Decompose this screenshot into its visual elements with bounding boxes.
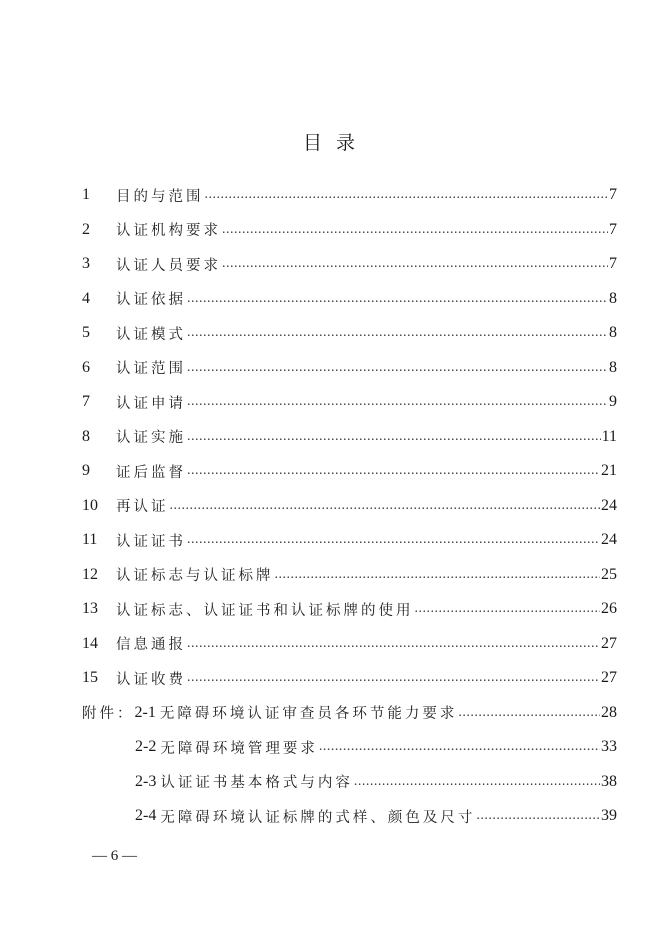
toc-entry-number: 5 (82, 324, 90, 342)
toc-entry[interactable] (82, 213, 617, 248)
toc-entry-label: 再认证 (116, 499, 169, 516)
toc-entry-label: 证后监督 (116, 464, 186, 481)
toc-entry-number: 3 (82, 255, 90, 273)
dot-leader (476, 808, 600, 824)
appendix-code: 2-3 (135, 772, 157, 790)
toc-entry[interactable] (82, 592, 617, 627)
toc-entry-page: 24 (601, 496, 617, 514)
appendix-entry[interactable] (82, 799, 617, 834)
dot-leader (170, 498, 601, 514)
toc-entry-page: 25 (601, 565, 617, 583)
toc-entry-label: 认证标志与认证标牌 (116, 568, 274, 585)
toc-entry-page: 27 (601, 669, 617, 687)
toc-entry[interactable] (82, 282, 617, 317)
toc-entry-label: 认证标志、认证证书和认证标牌的使用 (116, 602, 414, 619)
appendix-label: 无障碍环境管理要求 (160, 740, 318, 757)
toc-entry[interactable] (82, 454, 617, 489)
appendix-prefix: 附件： (82, 706, 135, 723)
appendix-page: 28 (601, 703, 617, 721)
toc-entry-label: 认证机构要求 (116, 223, 221, 240)
appendix-entry[interactable] (82, 696, 617, 731)
dot-leader (187, 532, 600, 548)
dot-leader (205, 187, 609, 203)
dot-leader (354, 774, 600, 790)
toc-entry-number: 15 (82, 669, 98, 687)
dot-leader (458, 705, 600, 721)
toc-entry[interactable] (82, 627, 617, 662)
toc-entry[interactable] (82, 558, 617, 593)
toc-entry-label: 认证模式 (116, 326, 186, 343)
page-number: — 6 — (92, 848, 137, 864)
toc-entry-number: 1 (82, 186, 90, 204)
toc-entry[interactable] (82, 385, 617, 420)
table-of-contents (82, 178, 617, 834)
dot-leader (319, 739, 600, 755)
toc-entry-number: 8 (82, 427, 90, 445)
dot-leader (222, 222, 608, 238)
toc-entry-page: 8 (609, 358, 617, 376)
toc-entry-number: 10 (82, 496, 98, 514)
dot-leader (187, 670, 600, 686)
toc-entry-label: 认证人员要求 (116, 257, 221, 274)
dot-leader (187, 463, 600, 479)
dot-leader (187, 394, 608, 410)
appendix-page: 39 (601, 807, 617, 825)
dot-leader (187, 429, 601, 445)
toc-entry-page: 21 (601, 462, 617, 480)
toc-entry-number: 4 (82, 289, 90, 307)
appendix-label: 无障碍环境认证标牌的式样、颜色及尺寸 (160, 809, 476, 826)
dot-leader (415, 601, 601, 617)
toc-entry-label: 信息通报 (116, 637, 186, 654)
toc-entry-page: 9 (609, 393, 617, 411)
toc-entry-number: 2 (82, 220, 90, 238)
toc-entry-number: 13 (82, 600, 98, 618)
appendix-page: 33 (601, 738, 617, 756)
toc-entry[interactable] (82, 420, 617, 455)
dot-leader (187, 636, 600, 652)
toc-entry-page: 7 (609, 255, 617, 273)
dot-leader (222, 256, 608, 272)
toc-entry-page: 24 (601, 531, 617, 549)
toc-entry-page: 8 (609, 324, 617, 342)
toc-entry[interactable] (82, 351, 617, 386)
toc-entry-label: 认证申请 (116, 395, 186, 412)
toc-entry-label: 认证证书 (116, 533, 186, 550)
appendix-label: 认证证书基本格式与内容 (160, 775, 353, 792)
appendix-page: 38 (601, 772, 617, 790)
dot-leader (187, 291, 608, 307)
toc-entry[interactable] (82, 661, 617, 696)
toc-entry-label: 认证依据 (116, 292, 186, 309)
toc-entry[interactable] (82, 247, 617, 282)
toc-entry-label: 目的与范围 (116, 188, 204, 205)
appendix-entry[interactable] (82, 765, 617, 800)
toc-entry-page: 26 (601, 600, 617, 618)
toc-entry[interactable] (82, 316, 617, 351)
toc-entry[interactable] (82, 523, 617, 558)
dot-leader (187, 325, 608, 341)
toc-entry-number: 7 (82, 393, 90, 411)
dot-leader (187, 360, 608, 376)
toc-entry-page: 7 (609, 186, 617, 204)
toc-entry-label: 认证实施 (116, 430, 186, 447)
toc-entry[interactable] (82, 178, 617, 213)
appendix-code: 2-1 (134, 703, 156, 721)
toc-entry-number: 11 (82, 531, 98, 549)
toc-entry-number: 9 (82, 462, 90, 480)
toc-entry-label: 认证收费 (116, 671, 186, 688)
toc-entry-number: 14 (82, 634, 98, 652)
dot-leader (275, 567, 601, 583)
toc-entry-page: 27 (601, 634, 617, 652)
toc-entry-label: 认证范围 (116, 361, 186, 378)
toc-entry-number: 6 (82, 358, 90, 376)
appendix-label: 无障碍环境认证审查员各环节能力要求 (159, 706, 458, 723)
toc-entry-number: 12 (82, 565, 98, 583)
appendix-entry[interactable] (82, 730, 617, 765)
appendix-code: 2-2 (135, 738, 157, 756)
page-title: 目录 (302, 132, 369, 154)
toc-entry-page: 11 (601, 427, 617, 445)
toc-entry[interactable] (82, 489, 617, 524)
toc-entry-page: 7 (609, 220, 617, 238)
appendix-code: 2-4 (135, 807, 157, 825)
toc-entry-page: 8 (609, 289, 617, 307)
